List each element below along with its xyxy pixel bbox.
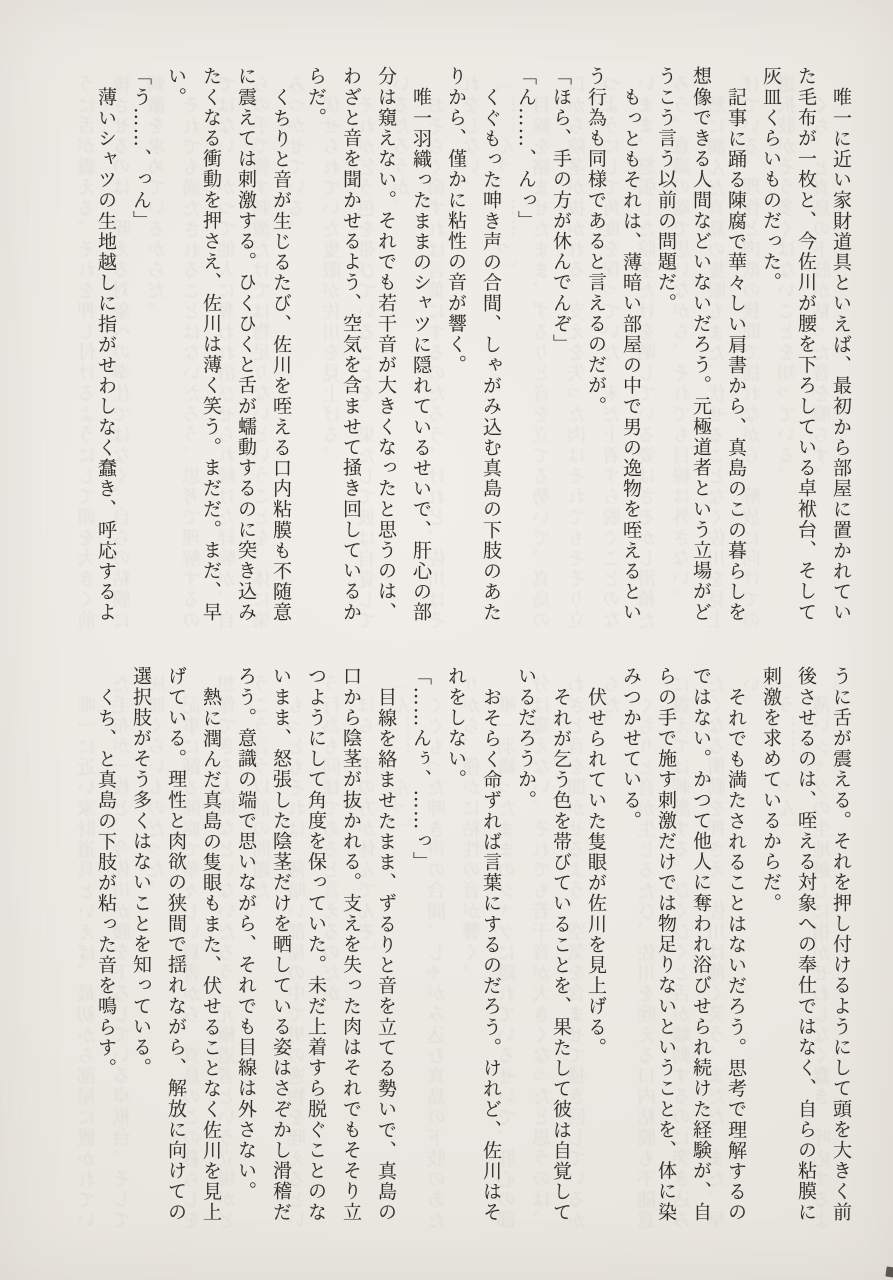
text-column: 伏せられていた隻眼が佐川を見上げる。 bbox=[585, 686, 607, 1058]
text-column: 選択肢がそう多くはないことを知っている。 bbox=[777, 74, 799, 486]
text-column: 口から陰茎が抜かれる。支えを失った肉はそれでもそそり立 bbox=[567, 74, 589, 631]
text-column: 後させるのは、咥える対象への奉仕ではなく、自らの粘膜に bbox=[795, 666, 817, 1223]
text-column: 灰皿くらいものだった。 bbox=[147, 674, 169, 901]
text-column: わざと音を聞かせるよう、空気を含ませて掻き回しているか bbox=[567, 674, 589, 1231]
text-column: げている。理性と肉欲の狭間で揺れながら、解放に向けての bbox=[165, 666, 187, 1223]
text-column: いるだろうか。 bbox=[392, 74, 414, 219]
text-column: くち、と真島の下肢が粘った音を鳴らす。 bbox=[812, 94, 834, 487]
text-column: うに舌が震える。それを押し付けるようにして頭を大きく前 bbox=[830, 666, 852, 1223]
text-column: 記事に踊る陳腐で華々しい肩書から、真島のこの暮らしを bbox=[725, 86, 747, 623]
text-column: に震えては刺激する。ひくひくと舌が蠕動するのに突き込み bbox=[235, 66, 257, 623]
text-column: 伏せられていた隻眼が佐川を見上げる。 bbox=[322, 94, 344, 466]
text-column: らだ。 bbox=[305, 66, 327, 128]
text-column: つようにして角度を保っていた。未だ上着すら脱ぐことのな bbox=[305, 666, 327, 1223]
text-column: 目線を絡ませたまま、ずるりと音を立てる勢いで、真島の bbox=[375, 686, 397, 1223]
text-column: 「……んぅ、……っ」 bbox=[497, 74, 519, 280]
text-column: それが乞う色を帯びていることを、果たして彼は自覚して bbox=[550, 686, 572, 1223]
text-column: おそらく命ずれば言葉にするのだろう。けれど、佐川はそ bbox=[427, 94, 449, 631]
text-block-top bbox=[88, 66, 858, 628]
text-column: りから、僅かに粘性の音が響く。 bbox=[462, 674, 484, 983]
text-column: い。 bbox=[165, 66, 187, 108]
text-column: みつかせている。 bbox=[287, 74, 309, 239]
text-column: うこう言う以前の問題だ。 bbox=[655, 66, 677, 314]
text-column: わざと音を聞かせるよう、空気を含ませて掻き回しているか bbox=[340, 66, 362, 623]
text-column: 灰皿くらいものだった。 bbox=[760, 66, 782, 293]
text-column: それでも満たされることはないだろう。思考で理解するの bbox=[725, 686, 747, 1223]
text-column: い。 bbox=[742, 674, 764, 716]
text-column: 選択肢がそう多くはないことを知っている。 bbox=[130, 666, 152, 1078]
text-column: 刺激を求めているからだ。 bbox=[760, 666, 782, 914]
text-column: 想像できる人間などいないだろう。元極道者という立場がど bbox=[690, 66, 712, 623]
text-column: げている。理性と肉欲の狭間で揺れながら、解放に向けての bbox=[742, 74, 764, 631]
text-column: 想像できる人間などいないだろう。元極道者という立場がど bbox=[217, 674, 239, 1231]
text-column: らの手で施す刺激だけでは物足りないということを、体に染 bbox=[655, 666, 677, 1223]
text-column: くぐもった呻き声の合間、しゃがみ込む真島の下肢のあた bbox=[480, 86, 502, 623]
text-column: 目線を絡ませたまま、ずるりと音を立てる勢いで、真島の bbox=[532, 94, 554, 631]
text-column: れをしない。 bbox=[462, 74, 484, 198]
text-column: 唯一羽織ったままのシャツに隠れているせいで、肝心の部 bbox=[497, 694, 519, 1231]
text-column: ではない。かつて他人に奪われ浴びせられ続けた経験が、自 bbox=[217, 74, 239, 631]
text-column: ろう。意識の端で思いながら、それでも目線は外さない。 bbox=[672, 74, 694, 610]
text-column: 唯一羽織ったままのシャツに隠れているせいで、肝心の部 bbox=[410, 86, 432, 623]
text-column: らの手で施す刺激だけでは物足りないということを、体に染 bbox=[252, 74, 274, 631]
text-column: 後させるのは、咥える対象への奉仕ではなく、自らの粘膜に bbox=[112, 74, 134, 631]
text-column: みつかせている。 bbox=[620, 666, 642, 831]
text-column: もっともそれは、薄暗い部屋の中で男の逸物を咥えるとい bbox=[287, 694, 309, 1231]
page-corner-artifact bbox=[885, 1266, 893, 1277]
text-column: りから、僅かに粘性の音が響く。 bbox=[445, 66, 467, 375]
text-column: 唯一に近い家財道具といえば、最初から部屋に置かれてい bbox=[77, 694, 99, 1231]
text-column: うに舌が震える。それを押し付けるようにして頭を大きく前 bbox=[77, 74, 99, 631]
text-column: くちりと音が生じるたび、佐川を咥える口内粘膜も不随意 bbox=[637, 694, 659, 1231]
text-column: た毛布が一枚と、今佐川が腰を下ろしている卓袱台、そして bbox=[795, 66, 817, 623]
text-column: 「う……、っん」 bbox=[130, 66, 152, 231]
text-column: う行為も同様であると言えるのだが。 bbox=[322, 674, 344, 1025]
text-column: らだ。 bbox=[602, 674, 624, 736]
text-column: 分は窺えない。それでも若干音が大きくなったと思うのは、 bbox=[375, 66, 397, 623]
text-column: 薄いシャツの生地越しに指がせわしなく蠢き、呼応するよ bbox=[812, 694, 834, 1231]
text-column: ではない。かつて他人に奪われ浴びせられ続けた経験が、自 bbox=[690, 666, 712, 1223]
text-column: た毛布が一枚と、今佐川が腰を下ろしている卓袱台、そして bbox=[112, 674, 134, 1231]
text-column: 熱に潤んだ真島の隻眼もまた、伏せることなく佐川を見上 bbox=[707, 94, 729, 631]
text-column: ろう。意識の端で思いながら、それでも目線は外さない。 bbox=[235, 666, 257, 1202]
text-column: くちりと音が生じるたび、佐川を咥える口内粘膜も不随意 bbox=[270, 86, 292, 623]
text-column: うこう言う以前の問題だ。 bbox=[252, 674, 274, 922]
text-column: れをしない。 bbox=[445, 666, 467, 790]
text-column: 「ほら、手の方が休んでんぞ」 bbox=[550, 66, 572, 355]
text-column: いまま、怒張した陰茎だけを晒している姿はさぞかし滑稽だ bbox=[637, 74, 659, 631]
text-column: 「ん……、んっ」 bbox=[515, 66, 537, 231]
text-block-bottom bbox=[88, 666, 858, 1228]
text-column: 「……んぅ、……っ」 bbox=[410, 666, 432, 872]
text-column: それが乞う色を帯びていることを、果たして彼は自覚して bbox=[357, 94, 379, 631]
text-column: それでも満たされることはないだろう。思考で理解するの bbox=[182, 94, 204, 631]
text-column: 「う……、っん」 bbox=[777, 674, 799, 839]
text-column: 「ほら、手の方が休んでんぞ」 bbox=[357, 674, 379, 963]
text-column: に震えては刺激する。ひくひくと舌が蠕動するのに突き込み bbox=[672, 674, 694, 1231]
text-column: おそらく命ずれば言葉にするのだろう。けれど、佐川はそ bbox=[480, 686, 502, 1223]
text-column: 刺激を求めているからだ。 bbox=[147, 74, 169, 322]
text-column: くぐもった呻き声の合間、しゃがみ込む真島の下肢のあた bbox=[427, 694, 449, 1231]
text-column: たくなる衝動を押さえ、佐川は薄く笑う。まだだ。まだ、早 bbox=[200, 66, 222, 623]
text-column: 熱に潤んだ真島の隻眼もまた、伏せることなく佐川を見上 bbox=[200, 686, 222, 1223]
text-column: つようにして角度を保っていた。未だ上着すら脱ぐことのな bbox=[602, 74, 624, 631]
text-column: いるだろうか。 bbox=[515, 666, 537, 811]
text-column: いまま、怒張した陰茎だけを晒している姿はさぞかし滑稽だ bbox=[270, 666, 292, 1223]
text-column: 唯一に近い家財道具といえば、最初から部屋に置かれてい bbox=[830, 86, 852, 623]
text-column: う行為も同様であると言えるのだが。 bbox=[585, 66, 607, 417]
text-column: 記事に踊る陳腐で華々しい肩書から、真島のこの暮らしを bbox=[182, 694, 204, 1231]
text-column: 薄いシャツの生地越しに指がせわしなく蠢き、呼応するよ bbox=[95, 86, 117, 623]
text-column: もっともそれは、薄暗い部屋の中で男の逸物を咥えるとい bbox=[620, 86, 642, 623]
text-column: くち、と真島の下肢が粘った音を鳴らす。 bbox=[95, 686, 117, 1079]
text-column: 「ん……、んっ」 bbox=[392, 674, 414, 839]
text-column: 分は窺えない。それでも若干音が大きくなったと思うのは、 bbox=[532, 674, 554, 1231]
text-column: たくなる衝動を押さえ、佐川は薄く笑う。まだだ。まだ、早 bbox=[707, 674, 729, 1231]
text-column: 口から陰茎が抜かれる。支えを失った肉はそれでもそそり立 bbox=[340, 666, 362, 1223]
